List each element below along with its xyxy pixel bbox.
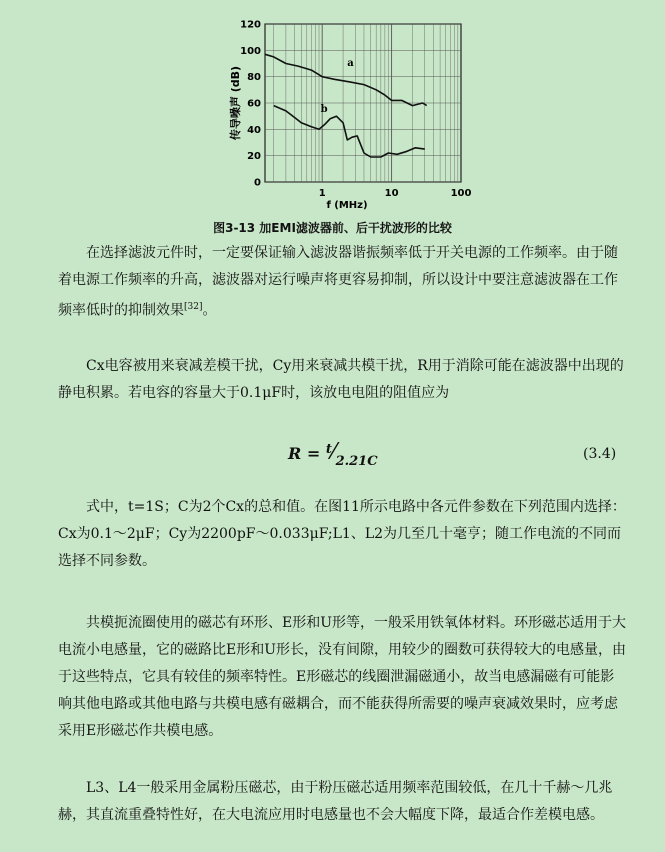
y-tick-label: 0 — [254, 177, 261, 189]
formula-denominator: 2.21C — [335, 454, 378, 469]
formula-lhs: R — [288, 444, 302, 463]
x-tick-label: 10 — [384, 188, 399, 199]
y-tick-label: 120 — [240, 19, 261, 31]
reference-marker: [32] — [184, 302, 203, 312]
chart-svg — [225, 10, 485, 211]
paragraph-common-mode-choke — [58, 610, 628, 745]
y-tick-label: 80 — [247, 72, 261, 84]
x-tick-label: 1 — [318, 188, 326, 199]
paragraph-text: Cx电容被用来衰减差模干扰，Cy用来衰减共模干扰，R用于消除可能在滤波器中出现的静电积累。若电容的容量大于0.1μF时，该放电电阻的阻值应为 — [58, 358, 624, 401]
y-tick-label: 20 — [247, 151, 261, 163]
x-axis-label: f (MHz) — [326, 200, 368, 211]
formula-equals: = — [306, 444, 321, 463]
paragraph-text: 式中，t=1S；C为2个Cx的总和值。在图11所示电路中各元件参数在下列范围内选择：Cx为0.1～2μF；Cy为2200pF～0.033μF;L1、L2为几至几十毫亨；随工作电流的不同而选择不同参数。 — [58, 499, 626, 569]
series-line-b — [274, 106, 425, 157]
paragraph-capacitors — [58, 353, 628, 407]
y-tick-label: 60 — [247, 98, 261, 110]
paragraph-parameters — [58, 494, 628, 575]
series-line-a — [265, 54, 427, 105]
emi-comparison-chart — [225, 10, 485, 211]
paragraph-text: 在选择滤波元件时，一定要保证输入滤波器谐振频率低于开关电源的工作频率。由于随着电源工作频率的升高，滤波器对运行噪声将更容易抑制，所以设计中要注意滤波器在工作频率低时的抑制效果 — [58, 245, 618, 319]
equation-number: (3.4) — [583, 446, 617, 462]
paragraph-filter-selection — [58, 240, 628, 325]
formula-numerator: t — [325, 442, 332, 457]
x-tick-label: 100 — [450, 188, 472, 199]
y-axis-label: 传导噪声 (dB) — [229, 65, 242, 141]
y-tick-label: 100 — [240, 45, 261, 57]
paragraph-text: 共模扼流圈使用的磁芯有环形、E形和U形等，一般采用铁氧体材料。环形磁芯适用于大电流小电感量，它的磁路比E形和U形长，没有间隙，用较少的圈数可获得较大的电感量，由于这些特点，它具有较佳的频率特性。E形磁芯的线圈泄漏磁通小，故当电感漏磁有可能影响其他电路或其他电路与共模电感有磁耦合，而不能获得所需要的噪声衰减效果时，应考虑采用E形磁芯作共模电感。 — [58, 615, 627, 739]
resistance-formula — [288, 440, 378, 469]
paragraph-differential-inductor — [58, 775, 628, 829]
paragraph-text: L3、L4一般采用金属粉压磁芯，由于粉压磁芯适用频率范围较低，在几十千赫～几兆赫，其直流重叠特性好，在大电流应用时电感量也不会大幅度下降，最适合作差模电感。 — [58, 780, 613, 823]
y-tick-label: 40 — [247, 124, 261, 136]
annotation-a: a — [347, 58, 354, 70]
figure-caption: 图3-13 加EMI滤波器前、后干扰波形的比较 — [213, 221, 452, 235]
annotation-b: b — [320, 104, 328, 116]
formula-fraction-slash: ⁄ — [331, 440, 336, 465]
paragraph-end: 。 — [202, 302, 217, 319]
